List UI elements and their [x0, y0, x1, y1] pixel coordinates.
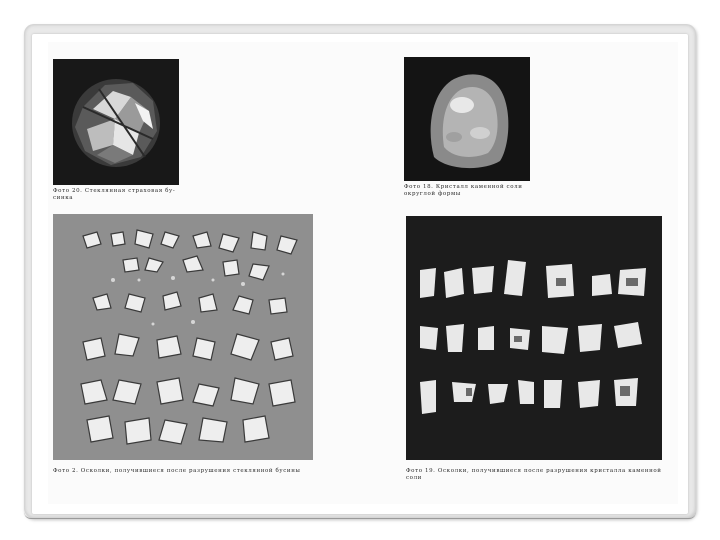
caption-photo-18: Фото 18. Кристалл каменной соли округлой формы	[404, 184, 523, 197]
slide-bottom-edge	[24, 512, 696, 519]
photo-salt-crystal	[404, 57, 530, 181]
scanned-page	[48, 42, 678, 504]
caption-photo-2: Фото 2. Осколки, получившиеся после разрушения стеклянной бусины	[53, 468, 301, 474]
caption-photo-20: Фото 20. Стеклянная страховая бу-синка	[53, 188, 176, 201]
photo-glass-fragments	[53, 214, 313, 460]
photo-glass-bead	[53, 59, 179, 185]
photo-salt-fragments	[406, 216, 662, 460]
caption-photo-19: Фото 19. Осколки, получившиеся после разрушения кристалла каменной соли	[406, 468, 662, 481]
